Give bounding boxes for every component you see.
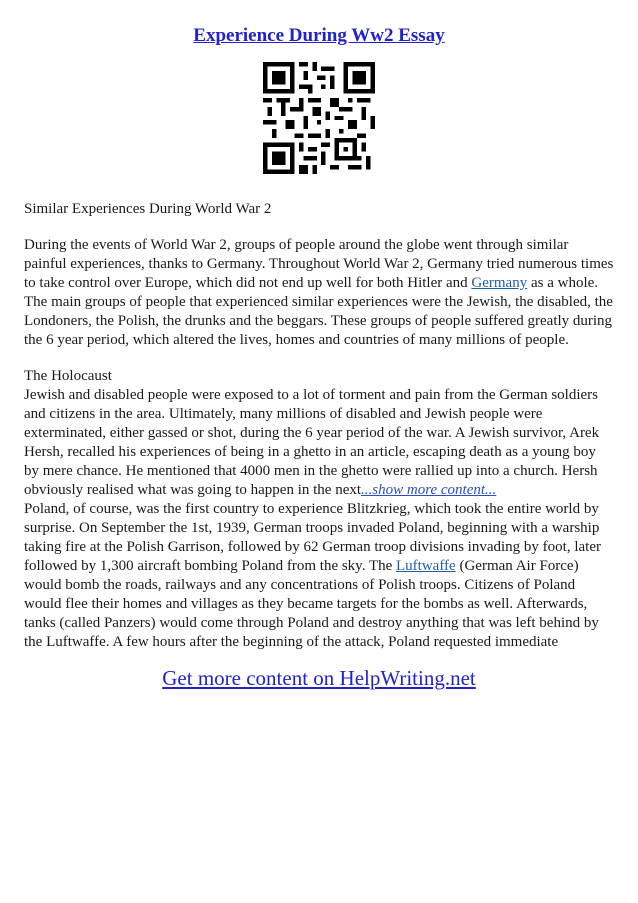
paragraph-intro [24, 236, 614, 350]
qr-code-icon [263, 62, 375, 174]
paragraph-text: Jewish and disabled people were exposed to a lot of torment and pain from the German soldiers and citizens in the area. Ultimately, many millions of disabled and Jewish people were exterminated, either gassed or shot, during the 6 year period of the war. A Jewish survivor, Arek Hersh, recalled his experiences of being in a ghetto in an article, escaping death as a young boy by mere chance. He mentioned that 4000 men in the ghetto were rallied up into a church. Hersh obviously realised what was going to happen in the next [24, 387, 600, 498]
document-body [24, 200, 614, 652]
paragraph-holocaust [24, 386, 614, 500]
paragraph-text: During the events of World War 2, groups of people around the globe went through similar painful experiences, thanks to Germany. Throughout World War 2, Germany tried numerous times to take control over Europe, which did not end up well for both Hitler and [24, 237, 614, 291]
section-heading: The Holocaust [24, 368, 112, 384]
cta-container [24, 665, 614, 691]
qr-container [24, 62, 614, 174]
title-link[interactable]: Experience During Ww2 Essay [193, 25, 445, 46]
paragraph-text: Poland, of course, was the first country to experience Blitzkrieg, which took the entire world by surprise. On September the 1st, 1939, German troops invaded Poland, beginning with a warship taking fire at the Polish Garrison, followed by 62 German troop divisions invading by foot, later followed by 1,300 aircraft bombing Poland from the sky. The [24, 501, 601, 574]
document-title [24, 0, 614, 48]
document-subtitle: Similar Experiences During World War 2 [24, 201, 272, 217]
luftwaffe-link[interactable]: Luftwaffe [396, 558, 456, 574]
paragraph-text: as a whole. The main groups of people that experienced similar experiences were the Jewish, the disabled, the Londoners, the Polish, the drunks and the beggars. These groups of people suffered greatly during the 6 year period, which altered the lives, homes and countries of many millions of people. [24, 275, 613, 348]
get-more-content-link[interactable]: Get more content on HelpWriting.net [162, 666, 476, 690]
germany-link[interactable]: Germany [471, 275, 528, 291]
paragraph-text: (German Air Force) would bomb the roads, railways and any concentrations of Polish troops. Citizens of Poland would flee their homes and villages as they became targets for the bombs as well. Afterwards, tanks (called Panzers) would come through Poland and destroy anything that was left behind by the Luftwaffe. A few hours after the beginning of the attack, Poland requested immediate [24, 558, 599, 650]
show-more-link[interactable]: ...show more content... [361, 482, 497, 498]
paragraph-poland [24, 500, 614, 652]
